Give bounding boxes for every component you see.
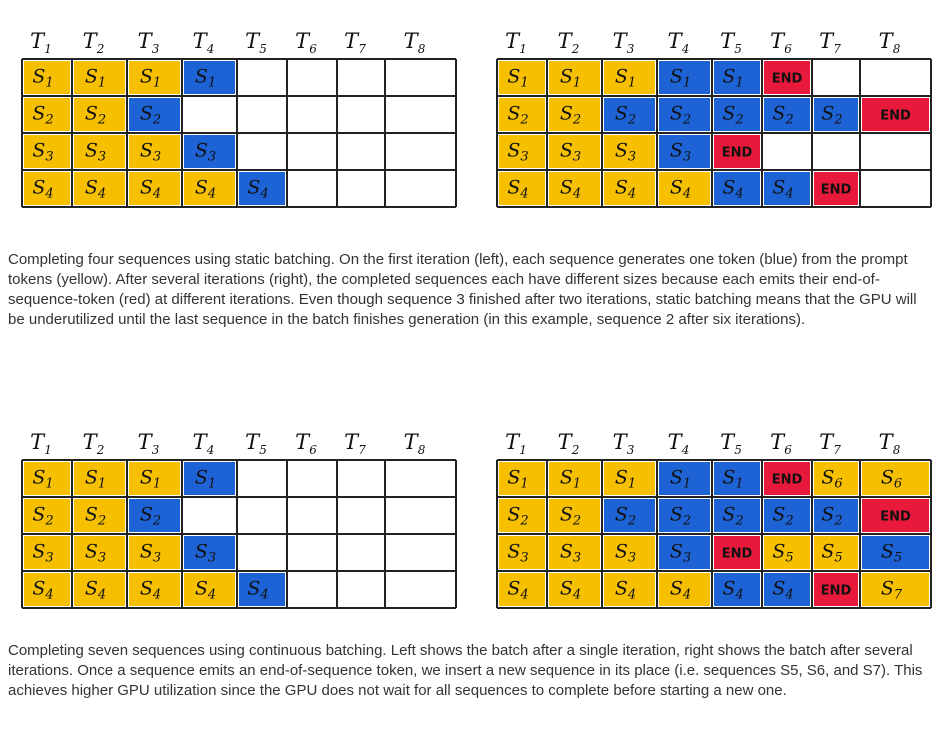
sequence-label: $S_2$	[559, 102, 582, 128]
empty-cell	[387, 536, 454, 569]
sequence-label: $S_1$	[32, 466, 54, 492]
sequence-label: $S_3$	[507, 540, 529, 566]
grid-svg	[497, 24, 933, 224]
empty-cell	[184, 98, 235, 131]
static-batching-caption: Completing four sequences using static batching. On the first iteration (left), each sequence generates one token (blue) from the prompt tokens (yellow). After several iterations (right), the completed sequences each have different sizes because each emits their end-of-sequence-token (red) at different iterations. Even though sequence 3 finished after two iterations, static batching means that the GPU will be underutilized until the last sequence in the batch finishes generation (in this example, sequence 2 after six iterations).	[8, 251, 917, 328]
sequence-label: $S_3$	[32, 540, 54, 566]
sequence-label: $S_4$	[32, 577, 54, 603]
sequence-label: $S_6$	[821, 466, 843, 492]
time-step-label: $T_3$	[137, 29, 160, 56]
sequence-label: $S_5$	[821, 540, 843, 566]
end-token-label: END	[820, 583, 852, 599]
sequence-label: $S_2$	[84, 102, 107, 128]
time-step-label: $T_6$	[770, 430, 792, 457]
empty-cell	[339, 536, 383, 569]
empty-cell	[862, 172, 929, 205]
sequence-label: $S_6$	[880, 466, 903, 492]
static-batching-several-iterations-diagram	[497, 24, 933, 224]
sequence-label: $S_4$	[247, 176, 269, 202]
sequence-label: $S_3$	[194, 139, 217, 165]
time-step-label: $T_8$	[878, 29, 901, 56]
time-step-label: $T_6$	[770, 29, 792, 56]
time-step-label: $T_1$	[30, 29, 52, 56]
sequence-label: $S_4$	[247, 577, 269, 603]
empty-cell	[339, 573, 383, 606]
sequence-label: $S_2$	[821, 503, 843, 529]
grid-svg	[22, 24, 458, 224]
sequence-label: $S_4$	[139, 577, 162, 603]
end-token-label: END	[771, 71, 803, 87]
empty-cell	[814, 61, 858, 94]
empty-cell	[239, 61, 285, 94]
time-step-label: $T_8$	[403, 29, 426, 56]
time-step-label: $T_2$	[557, 430, 580, 457]
static-batching-first-iteration-diagram	[22, 24, 458, 224]
end-token-label: END	[771, 472, 803, 488]
end-token-label: END	[721, 546, 753, 562]
sequence-label: $S_2$	[772, 503, 794, 529]
empty-cell	[764, 135, 810, 168]
sequence-label: $S_4$	[139, 176, 162, 202]
time-step-label: $T_7$	[344, 29, 366, 56]
sequence-label: $S_3$	[507, 139, 529, 165]
time-step-label: $T_6$	[295, 430, 317, 457]
sequence-label: $S_4$	[669, 577, 692, 603]
empty-cell	[339, 61, 383, 94]
sequence-label: $S_4$	[194, 176, 217, 202]
empty-cell	[339, 98, 383, 131]
sequence-label: $S_4$	[84, 176, 107, 202]
time-step-label: $T_1$	[505, 29, 527, 56]
time-step-label: $T_7$	[344, 430, 366, 457]
sequence-label: $S_5$	[772, 540, 794, 566]
empty-cell	[239, 98, 285, 131]
grid-svg	[497, 425, 933, 625]
empty-cell	[387, 499, 454, 532]
sequence-label: $S_2$	[614, 102, 637, 128]
empty-cell	[184, 499, 235, 532]
sequence-label: $S_4$	[194, 577, 217, 603]
sequence-label: $S_4$	[614, 577, 637, 603]
sequence-label: $S_5$	[880, 540, 903, 566]
time-step-label: $T_1$	[30, 430, 52, 457]
time-step-label: $T_5$	[245, 29, 267, 56]
sequence-label: $S_3$	[669, 540, 692, 566]
sequence-label: $S_3$	[669, 139, 692, 165]
time-step-label: $T_6$	[295, 29, 317, 56]
end-token-label: END	[880, 509, 911, 525]
empty-cell	[387, 135, 454, 168]
time-step-label: $T_4$	[192, 29, 215, 56]
sequence-label: $S_1$	[614, 65, 637, 91]
time-step-label: $T_1$	[505, 430, 527, 457]
sequence-label: $S_4$	[614, 176, 637, 202]
empty-cell	[339, 135, 383, 168]
time-step-label: $T_2$	[82, 29, 105, 56]
time-step-label: $T_3$	[137, 430, 160, 457]
sequence-label: $S_2$	[722, 503, 744, 529]
sequence-label: $S_1$	[507, 466, 529, 492]
sequence-label: $S_1$	[559, 466, 582, 492]
sequence-label: $S_3$	[139, 540, 162, 566]
sequence-label: $S_7$	[880, 577, 903, 603]
sequence-label: $S_3$	[194, 540, 217, 566]
sequence-label: $S_4$	[722, 176, 744, 202]
empty-cell	[289, 536, 335, 569]
sequence-label: $S_2$	[559, 503, 582, 529]
empty-cell	[289, 135, 335, 168]
sequence-label: $S_1$	[194, 466, 217, 492]
empty-cell	[862, 61, 929, 94]
time-step-label: $T_3$	[612, 29, 635, 56]
empty-cell	[387, 172, 454, 205]
time-step-label: $T_7$	[819, 29, 841, 56]
sequence-label: $S_1$	[194, 65, 217, 91]
sequence-label: $S_4$	[772, 176, 794, 202]
empty-cell	[387, 61, 454, 94]
time-step-label: $T_4$	[667, 29, 690, 56]
empty-cell	[289, 172, 335, 205]
empty-cell	[289, 573, 335, 606]
sequence-label: $S_1$	[722, 466, 744, 492]
empty-cell	[387, 98, 454, 131]
empty-cell	[339, 499, 383, 532]
continuous-batching-several-iterations-diagram	[497, 425, 933, 625]
sequence-label: $S_3$	[84, 540, 107, 566]
sequence-label: $S_3$	[614, 540, 637, 566]
sequence-label: $S_2$	[507, 503, 529, 529]
sequence-label: $S_1$	[614, 466, 637, 492]
empty-cell	[239, 536, 285, 569]
sequence-label: $S_1$	[669, 466, 692, 492]
sequence-label: $S_4$	[507, 577, 529, 603]
sequence-label: $S_1$	[139, 65, 162, 91]
sequence-label: $S_2$	[32, 503, 54, 529]
sequence-label: $S_3$	[84, 139, 107, 165]
sequence-label: $S_2$	[722, 102, 744, 128]
time-step-label: $T_3$	[612, 430, 635, 457]
sequence-label: $S_2$	[507, 102, 529, 128]
sequence-label: $S_2$	[821, 102, 843, 128]
empty-cell	[239, 499, 285, 532]
empty-cell	[862, 135, 929, 168]
time-step-label: $T_5$	[720, 430, 742, 457]
time-step-label: $T_5$	[720, 29, 742, 56]
sequence-label: $S_2$	[139, 102, 162, 128]
sequence-label: $S_1$	[84, 466, 107, 492]
sequence-label: $S_4$	[669, 176, 692, 202]
sequence-label: $S_1$	[84, 65, 107, 91]
time-step-label: $T_2$	[82, 430, 105, 457]
end-token-label: END	[880, 108, 911, 124]
grid-svg	[22, 425, 458, 625]
time-step-label: $T_8$	[878, 430, 901, 457]
sequence-label: $S_2$	[669, 503, 692, 529]
sequence-label: $S_2$	[614, 503, 637, 529]
sequence-label: $S_2$	[84, 503, 107, 529]
sequence-label: $S_1$	[559, 65, 582, 91]
sequence-label: $S_3$	[139, 139, 162, 165]
sequence-label: $S_3$	[559, 540, 582, 566]
end-token-label: END	[721, 145, 753, 161]
sequence-label: $S_2$	[139, 503, 162, 529]
sequence-label: $S_4$	[559, 176, 582, 202]
empty-cell	[239, 462, 285, 495]
sequence-label: $S_1$	[139, 466, 162, 492]
sequence-label: $S_2$	[32, 102, 54, 128]
sequence-label: $S_2$	[669, 102, 692, 128]
empty-cell	[289, 61, 335, 94]
sequence-label: $S_3$	[614, 139, 637, 165]
continuous-batching-first-iteration-diagram	[22, 425, 458, 625]
empty-cell	[289, 462, 335, 495]
time-step-label: $T_4$	[667, 430, 690, 457]
empty-cell	[387, 462, 454, 495]
continuous-batching-caption: Completing seven sequences using continuous batching. Left shows the batch after a single iteration, right shows the batch after several iterations. Once a sequence emits an end-of-sequence token, we insert a new sequence in its place (i.e. sequences S5, S6, and S7). This achieves higher GPU utilization since the GPU does not wait for all sequences to complete before starting a new one.	[8, 642, 923, 699]
sequence-label: $S_4$	[722, 577, 744, 603]
time-step-label: $T_2$	[557, 29, 580, 56]
empty-cell	[289, 98, 335, 131]
time-step-label: $T_5$	[245, 430, 267, 457]
sequence-label: $S_1$	[722, 65, 744, 91]
sequence-label: $S_1$	[507, 65, 529, 91]
sequence-label: $S_4$	[32, 176, 54, 202]
sequence-label: $S_1$	[32, 65, 54, 91]
empty-cell	[339, 172, 383, 205]
sequence-label: $S_4$	[507, 176, 529, 202]
sequence-label: $S_2$	[772, 102, 794, 128]
sequence-label: $S_4$	[84, 577, 107, 603]
time-step-label: $T_4$	[192, 430, 215, 457]
sequence-label: $S_3$	[559, 139, 582, 165]
time-step-label: $T_7$	[819, 430, 841, 457]
empty-cell	[387, 573, 454, 606]
sequence-label: $S_3$	[32, 139, 54, 165]
sequence-label: $S_4$	[772, 577, 794, 603]
end-token-label: END	[820, 182, 852, 198]
sequence-label: $S_4$	[559, 577, 582, 603]
sequence-label: $S_1$	[669, 65, 692, 91]
empty-cell	[289, 499, 335, 532]
empty-cell	[339, 462, 383, 495]
empty-cell	[814, 135, 858, 168]
empty-cell	[239, 135, 285, 168]
time-step-label: $T_8$	[403, 430, 426, 457]
